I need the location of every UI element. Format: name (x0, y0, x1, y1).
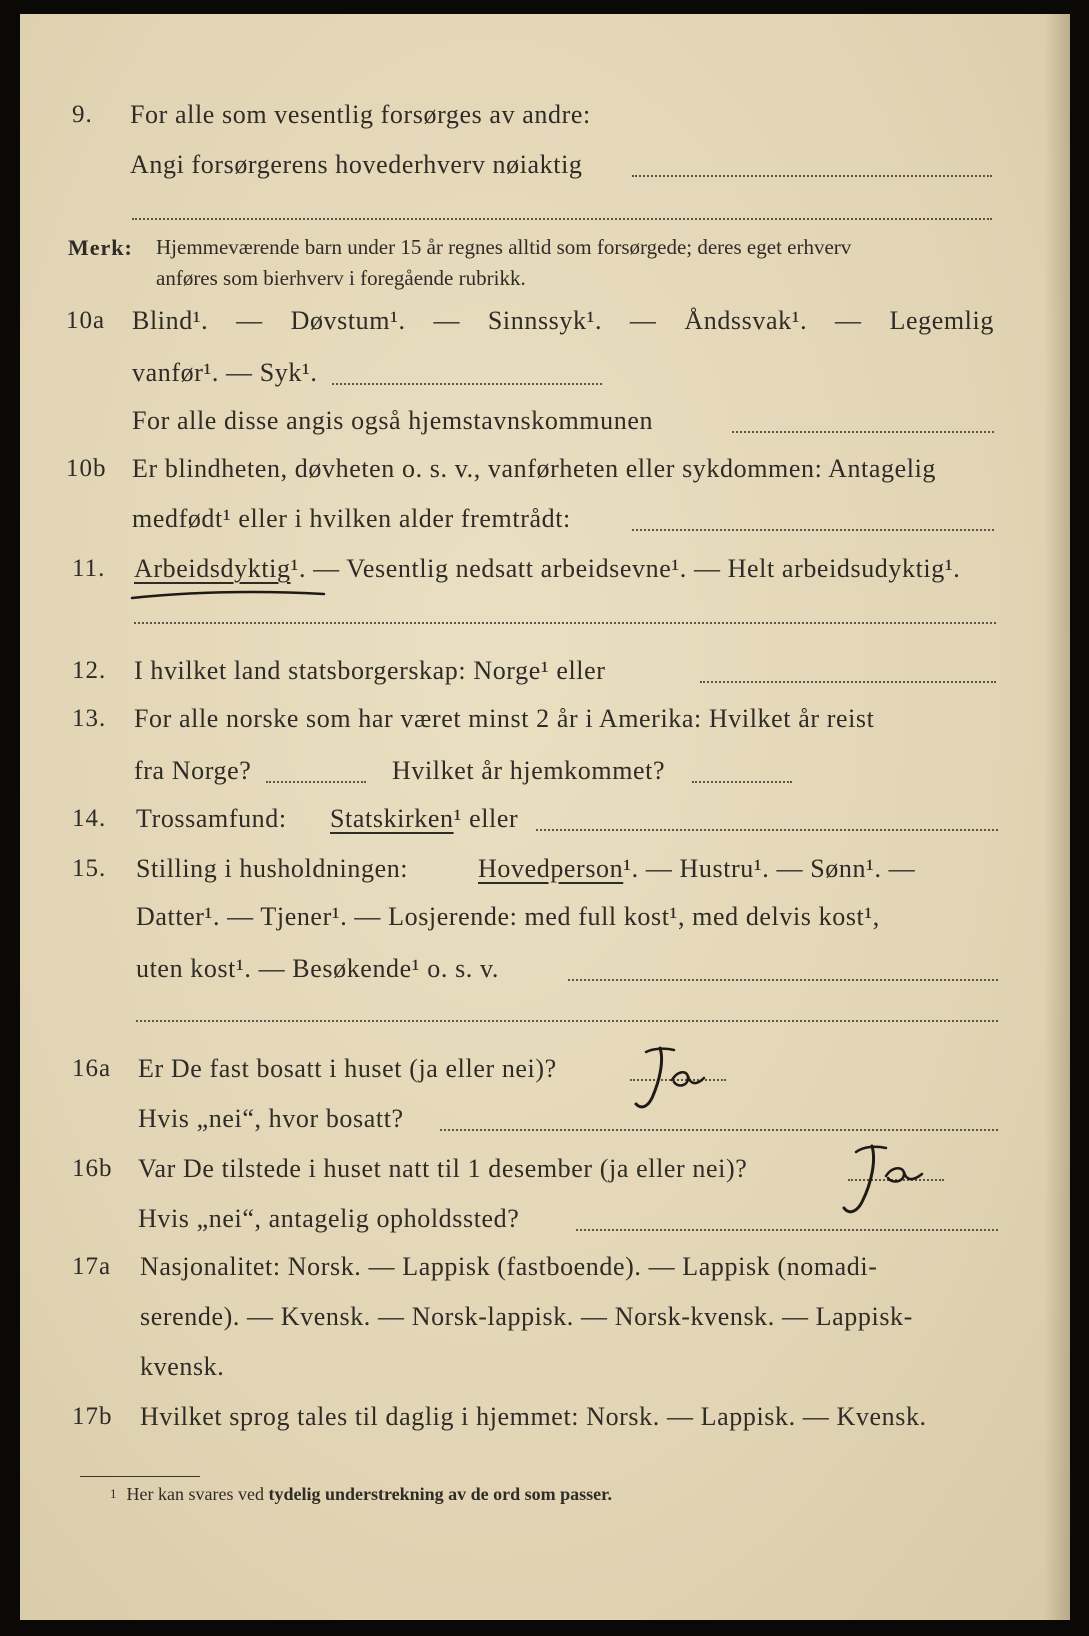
question-number: 11. (72, 555, 106, 582)
question-number: 14. (72, 805, 107, 832)
question-text: For alle disse angis også hjemstavnskommunen (132, 406, 654, 435)
question-17a-row-1 (20, 1244, 1070, 1290)
handwritten-answer-16a (630, 1040, 730, 1120)
merk-label: Merk: (68, 235, 133, 260)
answer-line[interactable] (136, 1020, 998, 1022)
question-number: 12. (72, 657, 107, 684)
question-15-row-2 (20, 894, 1070, 940)
question-number: 16b (72, 1155, 113, 1182)
question-text: serende). — Kvensk. — Norsk-lappisk. — Norsk-kvensk. — Lappisk- (140, 1302, 913, 1331)
question-13-row-2 (20, 748, 1070, 794)
answer-line[interactable] (266, 781, 366, 783)
question-text: Hvilket sprog tales til daglig i hjemmet: Norsk. — Lappisk. — Kvensk. (140, 1402, 927, 1431)
question-text: For alle norske som har været minst 2 år i Amerika: Hvilket år reist (134, 704, 875, 733)
option-sinnssyk[interactable]: Sinnssyk¹. (487, 306, 603, 335)
merk-text-line1: Hjemmeværende barn under 15 år regnes alltid som forsørgede; deres eget erhverv (156, 235, 852, 259)
question-text: Angi forsørgerens hovederhverv nøiaktig (130, 150, 583, 179)
question-9-row-2 (20, 142, 1070, 188)
dash: — (835, 306, 862, 335)
question-text: medfødt¹ eller i hvilken alder fremtrådt: (132, 504, 571, 533)
answer-line[interactable] (536, 829, 998, 831)
question-number: 10a (66, 307, 106, 334)
question-text: Hvis „nei“, antagelig opholdssted? (138, 1204, 520, 1233)
question-text: kvensk. (140, 1352, 225, 1381)
answer-line[interactable] (332, 383, 602, 385)
question-text: Hvilket år hjemkommet? (392, 756, 666, 785)
question-text: Stilling i husholdningen: (136, 854, 409, 883)
answer-line[interactable] (576, 1229, 998, 1231)
question-10a-row-2 (20, 350, 1070, 396)
handwritten-underline-icon (128, 580, 328, 604)
footnote-mark: 1 (110, 1486, 117, 1501)
footnote-text: Her kan svares ved (126, 1484, 264, 1504)
footnote-rule (80, 1476, 200, 1477)
question-15-row-3 (20, 946, 1070, 992)
answer-line[interactable] (632, 175, 992, 177)
option-blind[interactable]: Blind¹. (132, 306, 209, 335)
option-statskirken-selected[interactable]: Statskirken (330, 804, 454, 833)
question-17a-row-2 (20, 1294, 1070, 1340)
question-number: 15. (72, 855, 107, 882)
question-text-rest: ¹. — Hustru¹. — Sønn¹. — (623, 854, 916, 883)
dash: — (629, 306, 657, 335)
question-text: Er De fast bosatt i huset (ja eller nei)? (138, 1054, 557, 1083)
question-text-rest: ¹ eller (453, 804, 519, 833)
question-number: 9. (72, 101, 93, 128)
answer-line[interactable] (632, 529, 994, 531)
answer-line[interactable] (134, 622, 996, 624)
question-10a-row-1 (20, 298, 1070, 344)
question-label: Trossamfund: (136, 804, 287, 833)
question-12-row (20, 648, 1070, 694)
merk-text-line2: anføres som bierhverv i foregående rubrikk. (156, 266, 526, 290)
question-text: Nasjonalitet: Norsk. — Lappisk (fastboende). — Lappisk (nomadi- (140, 1252, 878, 1281)
answer-line[interactable] (568, 979, 998, 981)
question-text: I hvilket land statsborgerskap: Norge¹ eller (134, 656, 606, 685)
question-text: Datter¹. — Tjener¹. — Losjerende: med full kost¹, med delvis kost¹, (136, 902, 880, 931)
question-9-row-1 (20, 92, 1070, 138)
answer-line[interactable] (132, 218, 992, 220)
option-andssvak[interactable]: Åndssvak¹. (684, 306, 808, 335)
question-number: 16a (72, 1055, 112, 1082)
answer-line[interactable] (692, 781, 792, 783)
question-text-rest: ¹. — Vesentlig nedsatt arbeidsevne¹. — Helt arbeidsudyktig¹. (290, 554, 961, 583)
dash: — (433, 306, 461, 335)
question-text: fra Norge? (134, 756, 252, 785)
answer-line[interactable] (700, 681, 996, 683)
census-form-page (20, 14, 1070, 1620)
footnote (110, 1480, 612, 1508)
question-10b-row-1 (20, 446, 1070, 492)
option-dovstum[interactable]: Døvstum¹. (290, 306, 406, 335)
merk-note (20, 232, 1070, 298)
question-text: Er blindheten, døvheten o. s. v., vanførheten eller sykdommen: Antagelig (132, 454, 936, 483)
handwritten-answer-16b (834, 1136, 944, 1226)
answer-line[interactable] (440, 1129, 998, 1131)
question-10b-row-2 (20, 496, 1070, 542)
question-14-row (20, 796, 1070, 842)
question-10a-row-3 (20, 398, 1070, 444)
question-number: 17b (72, 1403, 113, 1430)
question-16a-row-1 (20, 1046, 1070, 1092)
option-hovedperson-selected[interactable]: Hovedperson (478, 854, 624, 883)
footnote-bold-text: tydelig understrekning av de ord som passer. (268, 1484, 612, 1504)
question-number: 10b (66, 455, 107, 482)
question-text: Var De tilstede i huset natt til 1 desember (ja eller nei)? (138, 1154, 748, 1183)
question-number: 13. (72, 705, 107, 732)
question-text: For alle som vesentlig forsørges av andre: (130, 100, 591, 129)
question-text: Hvis „nei“, hvor bosatt? (138, 1104, 404, 1133)
question-10a-options (132, 298, 994, 344)
dash: — (236, 306, 263, 335)
question-text (478, 846, 915, 892)
answer-line[interactable] (732, 431, 994, 433)
question-17b-row (20, 1394, 1070, 1440)
question-text (330, 796, 518, 842)
option-arbeidsdyktig-selected[interactable]: Arbeidsdyktig (134, 554, 291, 583)
question-text: uten kost¹. — Besøkende¹ o. s. v. (136, 954, 500, 983)
question-text: vanfør¹. — Syk¹. (132, 358, 318, 387)
option-legemlig[interactable]: Legemlig (889, 306, 994, 335)
question-number: 17a (72, 1253, 112, 1280)
question-13-row-1 (20, 696, 1070, 742)
question-15-row-1 (20, 846, 1070, 892)
question-17a-row-3 (20, 1344, 1070, 1390)
